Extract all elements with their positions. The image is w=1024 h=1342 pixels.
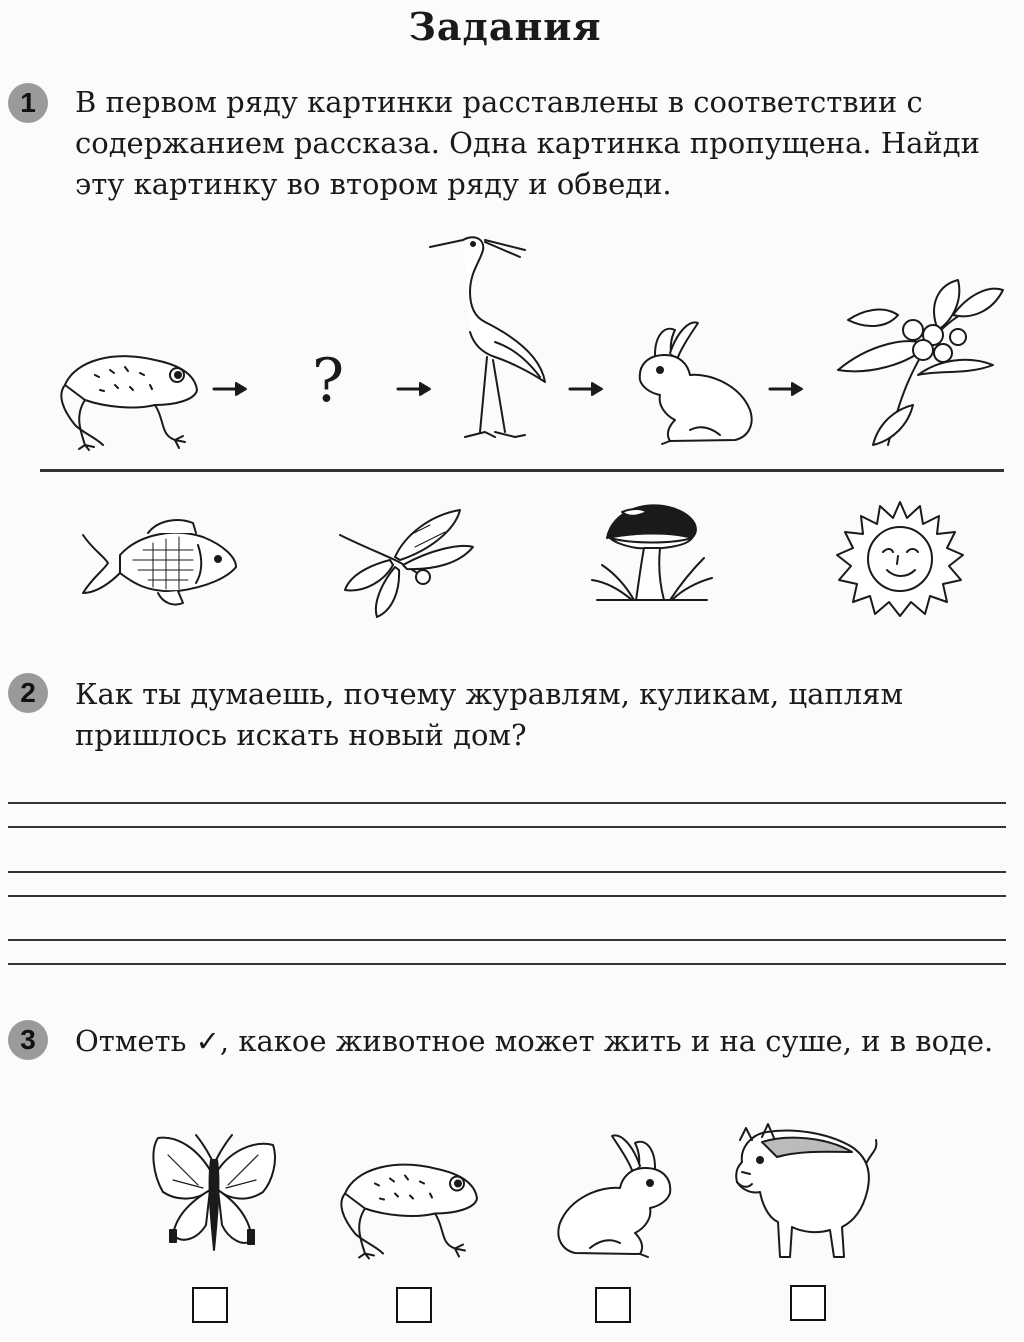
heron-icon <box>425 232 555 447</box>
arrow-right-icon <box>770 382 802 396</box>
answer-line <box>8 895 1006 897</box>
checkmark-icon: ✓ <box>195 1024 220 1058</box>
checkbox-boar[interactable] <box>790 1285 826 1321</box>
answer-line <box>8 939 1006 941</box>
hare-icon <box>630 315 765 450</box>
missing-picture-mark: ? <box>312 346 345 416</box>
task1-text: В первом ряду картинки расставлены в соответствии с содержанием рассказа. Одна картинка пропущена. Найди эту картинку во втором ряду и обведи. <box>75 85 980 201</box>
sun-icon <box>835 500 965 618</box>
berry-branch-icon <box>828 275 1008 450</box>
butterfly-icon <box>148 1130 280 1260</box>
task3-number-badge: 3 <box>8 1020 48 1060</box>
arrow-right-icon <box>570 382 602 396</box>
hare-icon <box>545 1128 680 1263</box>
page-title: Задания <box>408 4 602 49</box>
frog-icon <box>55 345 205 450</box>
answer-line <box>8 871 1006 873</box>
answer-line <box>8 963 1006 965</box>
dragonfly-icon <box>335 505 475 620</box>
checkbox-frog[interactable] <box>396 1287 432 1323</box>
frog-icon <box>335 1150 485 1262</box>
boar-icon <box>732 1122 880 1264</box>
row-divider <box>40 469 1004 472</box>
answer-line <box>8 802 1006 804</box>
arrow-right-icon <box>214 382 246 396</box>
checkbox-butterfly[interactable] <box>192 1287 228 1323</box>
task1-number-badge: 1 <box>8 83 48 123</box>
task3-text-start: Отметь <box>75 1024 187 1058</box>
task3-text <box>75 1021 1005 1062</box>
mushroom-icon <box>592 500 712 610</box>
task2-text: Как ты думаешь, почему журавлям, куликам, цаплям пришлось искать новый дом? <box>75 677 904 752</box>
task3-text-end: , какое животное может жить и на суше, и в воде. <box>219 1024 994 1058</box>
answer-line <box>8 826 1006 828</box>
task2-number-badge: 2 <box>8 673 48 713</box>
checkbox-hare[interactable] <box>595 1287 631 1323</box>
fish-icon <box>78 515 238 610</box>
